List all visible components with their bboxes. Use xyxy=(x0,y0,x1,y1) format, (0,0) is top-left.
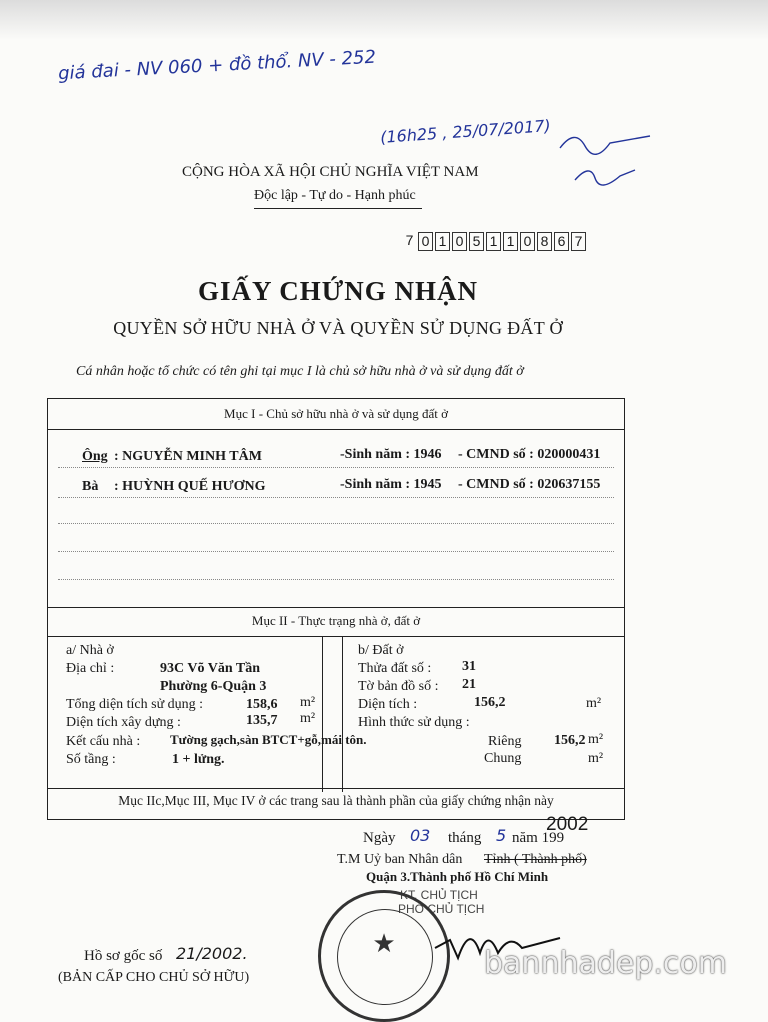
map-value: 21 xyxy=(462,677,476,692)
cert-digit: 0 xyxy=(520,232,535,251)
total-area-value: 158,6 xyxy=(246,697,278,712)
motto: Độc lập - Tự do - Hạnh phúc xyxy=(254,188,416,203)
map-label: Tờ bản đồ số : xyxy=(358,679,439,694)
document-title: GIẤY CHỨNG NHẬN xyxy=(198,276,478,306)
certificate-box xyxy=(47,398,625,820)
owner-1-birth: -Sinh năm : 1946 xyxy=(340,447,442,462)
authority: T.M Uỷ ban Nhân dân xyxy=(337,852,463,867)
floors-label: Số tầng : xyxy=(66,752,116,767)
cert-digit: 8 xyxy=(537,232,552,251)
owner-1-prefix: Ông xyxy=(82,449,108,464)
owner-1-name: : NGUYỄN MINH TÂM xyxy=(114,449,262,464)
total-area-unit: m² xyxy=(300,695,316,710)
plot-value: 31 xyxy=(462,659,476,674)
intro-text: Cá nhân hoặc tổ chức có tên ghi tại mục I là chủ sở hữu nhà ở và sử dụng đất ở xyxy=(76,364,524,379)
official-seal: ★ xyxy=(318,890,450,1022)
role-kt-chu-tich: KT. CHỦ TỊCH xyxy=(400,888,478,902)
usage-label: Hình thức sử dụng : xyxy=(358,715,470,730)
owner-2-birth: -Sinh năm : 1945 xyxy=(340,477,442,492)
file-number-value: 21/2002. xyxy=(176,944,248,963)
signing-month-label: tháng xyxy=(448,830,482,846)
cert-digit: 1 xyxy=(435,232,450,251)
build-area-value: 135,7 xyxy=(246,713,278,728)
address-label: Địa chỉ : xyxy=(66,661,115,676)
land-area-unit: m² xyxy=(586,696,602,711)
cert-digit: 5 xyxy=(469,232,484,251)
footer-note: Mục IIc,Mục III, Mục IV ở các trang sau là thành phần của giấy chứng nhận này xyxy=(118,793,554,808)
republic-header: CỘNG HÒA XÃ HỘI CHỦ NGHĨA VIỆT NAM xyxy=(182,164,479,180)
file-number-label: Hồ sơ gốc số xyxy=(84,948,163,964)
shared-label: Chung xyxy=(484,751,522,766)
signing-year-label: năm 199 xyxy=(512,830,565,846)
signing-day: 03 xyxy=(410,826,431,845)
private-unit: m² xyxy=(588,732,604,747)
land-area-value: 156,2 xyxy=(474,695,506,710)
owner-2-name: : HUỲNH QUẾ HƯƠNG xyxy=(114,479,266,494)
certificate-number xyxy=(403,232,586,251)
floors-value: 1 + lửng. xyxy=(172,752,225,767)
shared-unit: m² xyxy=(588,751,604,766)
cert-digit: 1 xyxy=(486,232,501,251)
address-line2: Phường 6-Quận 3 xyxy=(160,679,267,694)
handwritten-signature-top xyxy=(555,118,655,198)
cert-digit: 7 xyxy=(571,232,586,251)
owner-2-prefix: Bà xyxy=(82,479,99,494)
build-area-unit: m² xyxy=(300,711,316,726)
scan-shadow xyxy=(0,0,768,40)
cert-digit: 0 xyxy=(418,232,433,251)
structure-value: Tường gạch,sàn BTCT+gỗ,mái tôn. xyxy=(170,732,367,747)
cert-digit: 0 xyxy=(452,232,467,251)
land-label: b/ Đất ở xyxy=(358,643,404,658)
house-label: a/ Nhà ở xyxy=(66,643,114,658)
land-area-label: Diện tích : xyxy=(358,697,418,712)
motto-underline xyxy=(254,208,422,209)
district: Quận 3.Thành phố Hồ Chí Minh xyxy=(366,869,549,884)
handwritten-note: giá đai - NV 060 + đồ thổ. NV - 252 xyxy=(57,46,377,85)
signing-year-handwritten: 2002 xyxy=(546,814,589,835)
build-area-label: Diện tích xây dựng : xyxy=(66,715,181,730)
owner-1-id: - CMND số : 020000431 xyxy=(458,447,601,462)
section2-heading: Mục II - Thực trạng nhà ở, đất ở xyxy=(251,613,421,628)
authority-struck: Tỉnh ( Thành phố) xyxy=(484,852,587,867)
signing-date-label: Ngày xyxy=(363,830,396,846)
plot-label: Thửa đất số : xyxy=(358,661,432,676)
role-pho-chu-tich: PHÓ CHỦ TỊCH xyxy=(398,902,485,916)
total-area-label: Tổng diện tích sử dụng : xyxy=(66,697,204,712)
cert-digit: 7 xyxy=(405,232,414,248)
handwritten-timestamp: (16h25 , 25/07/2017) xyxy=(379,116,552,147)
document-subtitle: QUYỀN SỞ HỮU NHÀ Ở VÀ QUYỀN SỬ DỤNG ĐẤT Ở xyxy=(113,318,563,338)
address-line1: 93C Võ Văn Tần xyxy=(160,661,260,676)
structure-label: Kết cấu nhà : xyxy=(66,734,141,749)
private-label: Riêng xyxy=(488,734,522,749)
watermark: bannhadep.com xyxy=(484,946,728,981)
cert-digit: 6 xyxy=(554,232,569,251)
signing-month: 5 xyxy=(496,826,507,845)
owner-2-id: - CMND số : 020637155 xyxy=(458,477,601,492)
section1-heading: Mục I - Chủ sở hữu nhà ở và sử dụng đất ở xyxy=(224,406,448,421)
copy-note: (BẢN CẤP CHO CHỦ SỞ HỮU) xyxy=(58,970,250,985)
private-value: 156,2 xyxy=(554,733,586,748)
cert-digit: 1 xyxy=(503,232,518,251)
